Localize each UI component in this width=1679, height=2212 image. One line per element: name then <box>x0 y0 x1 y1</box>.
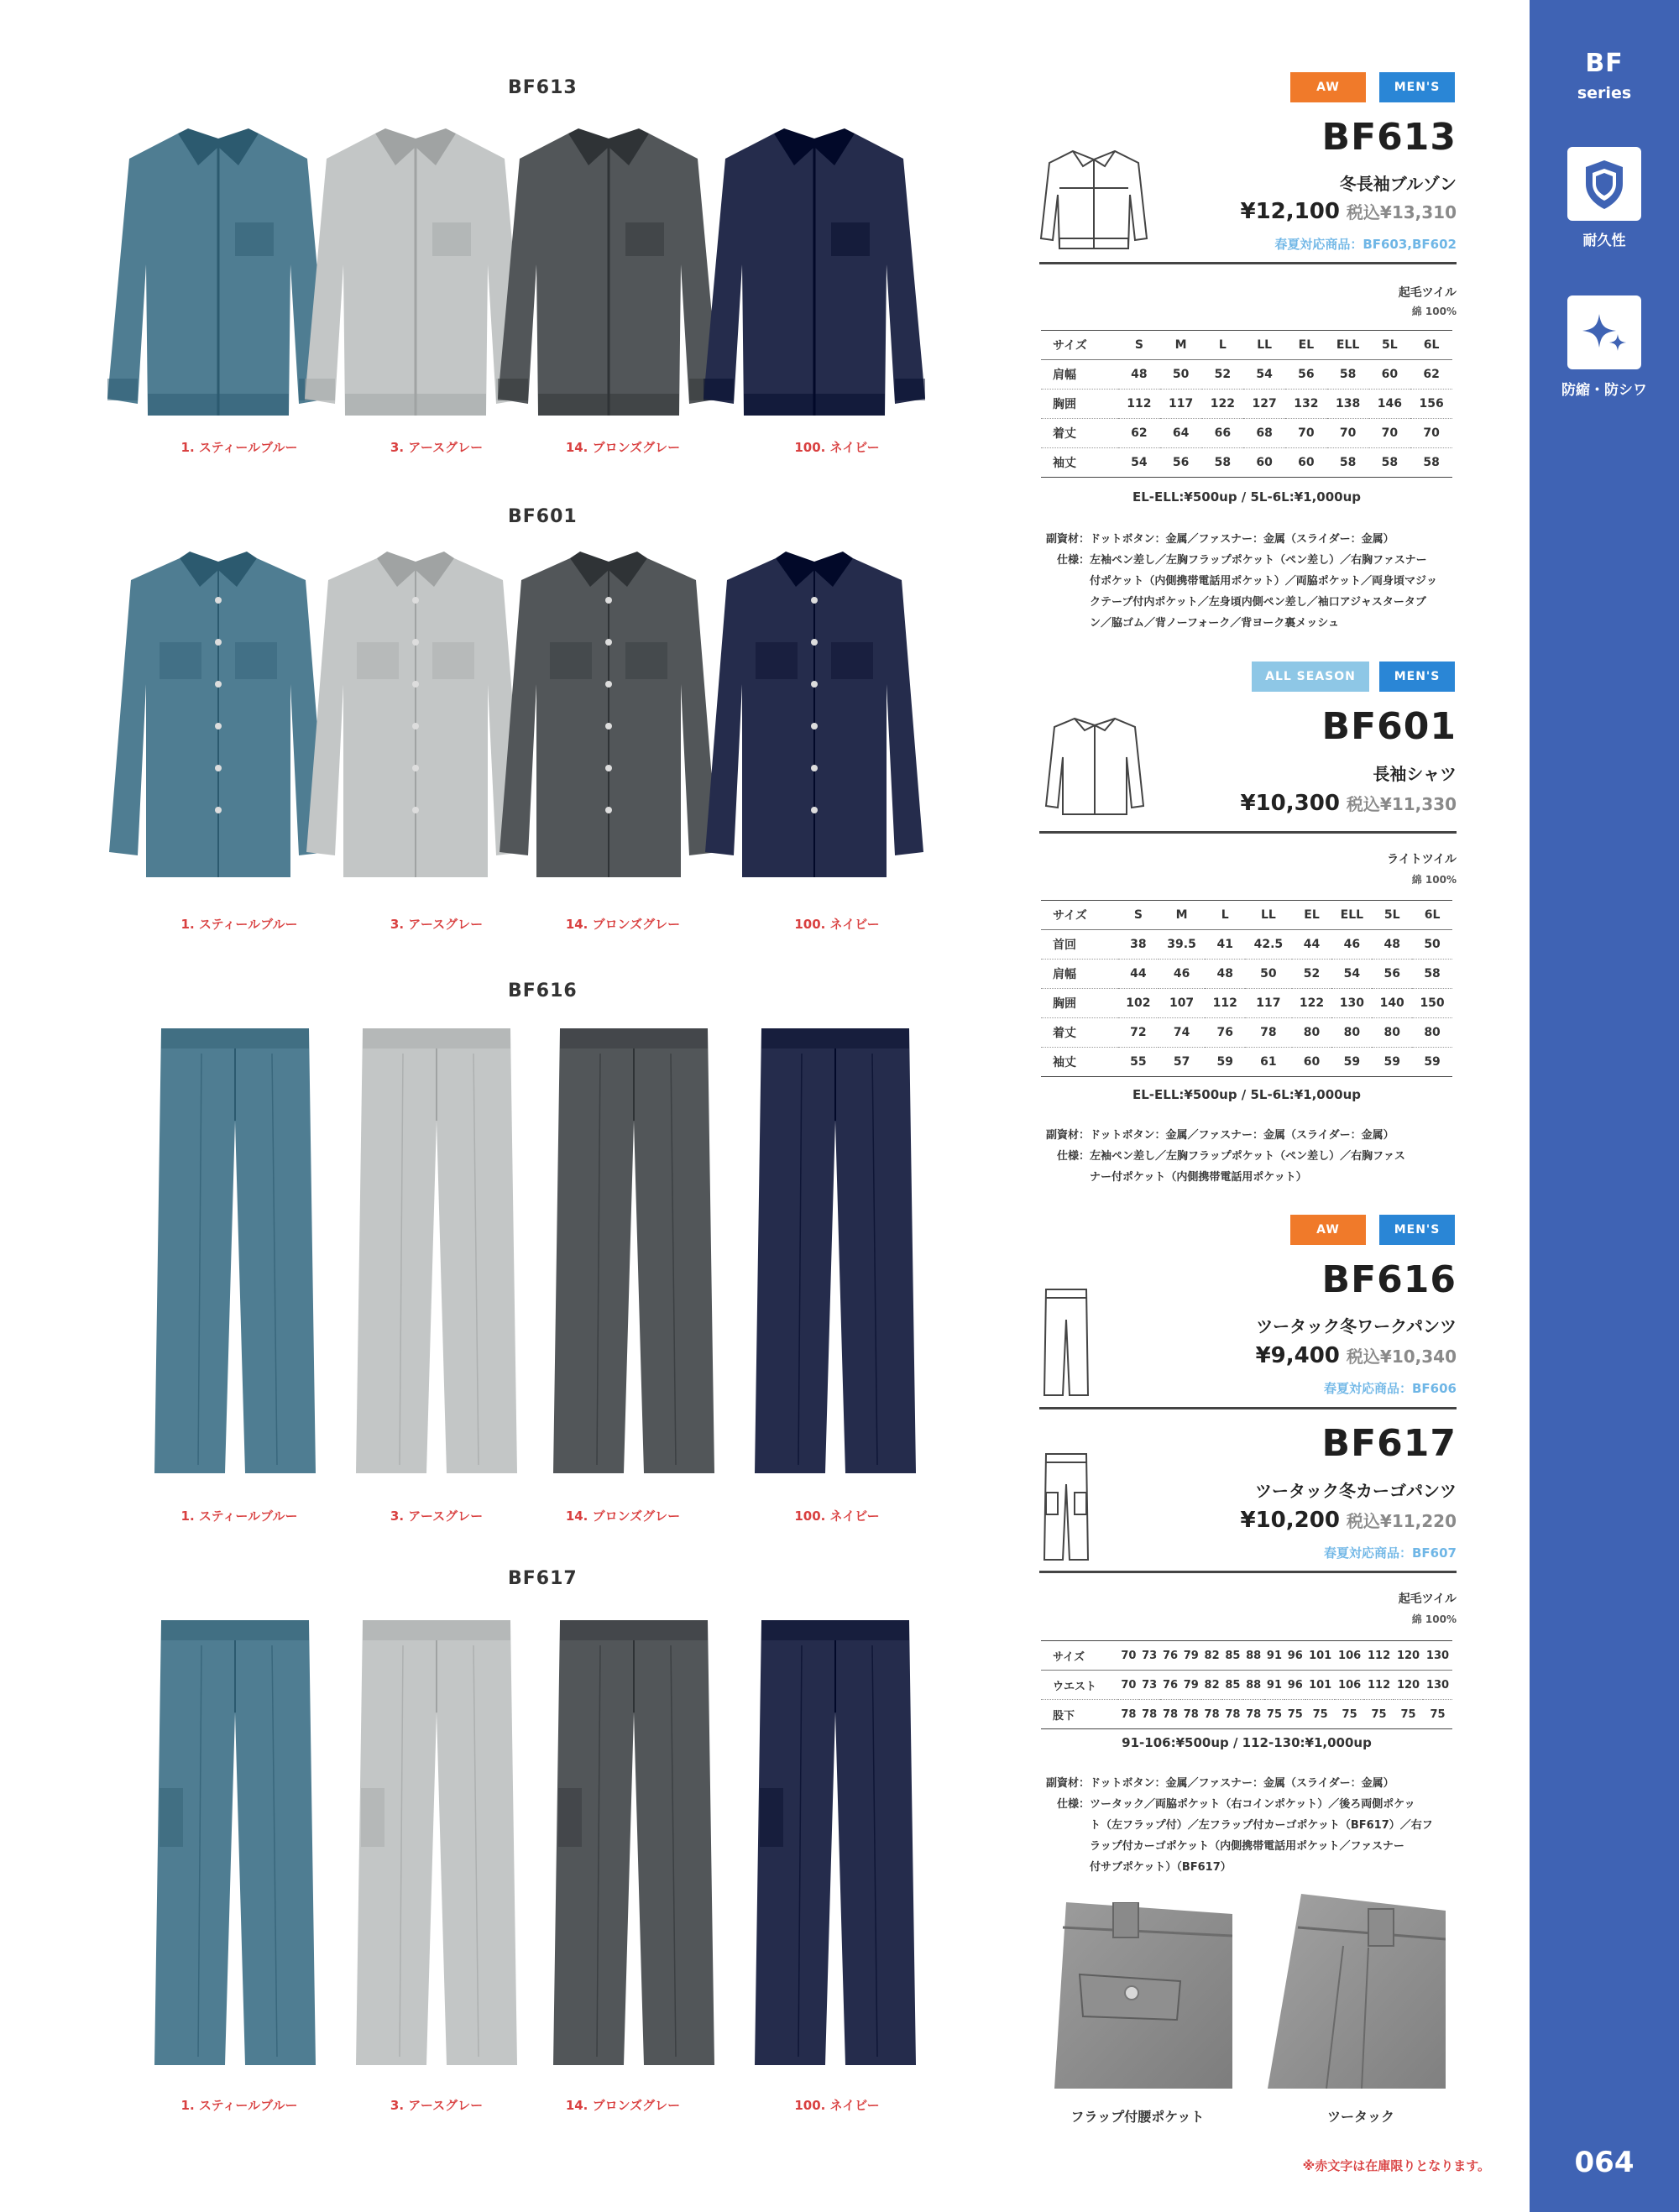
badge-aw: AW <box>1290 72 1366 102</box>
size-cell: 96 <box>1284 1671 1305 1700</box>
size-cell: 6L <box>1410 331 1452 360</box>
size-cell: 56 <box>1372 960 1412 989</box>
size-cell: 60 <box>1292 1048 1332 1077</box>
bf601-specs <box>1038 1125 1457 1188</box>
size-cell: 130 <box>1423 1641 1452 1671</box>
size-row <box>1041 1018 1452 1048</box>
size-cell: 73 <box>1139 1671 1160 1700</box>
size-row-label: 着丈 <box>1041 419 1118 448</box>
size-cell: 96 <box>1284 1641 1305 1671</box>
spec-value: ドットボタン：金属／ファスナー：金属（スライダー：金属） <box>1090 1129 1394 1142</box>
bf613-code: BF613 <box>1321 116 1457 159</box>
size-cell: 150 <box>1412 989 1452 1018</box>
size-cell: 58 <box>1412 960 1452 989</box>
stock-footnote: ※赤文字は在庫限りとなります。 <box>1302 2158 1490 2173</box>
color-label-bronze-gray: 14. ブロンズグレー <box>565 440 681 455</box>
size-cell: 80 <box>1331 1018 1372 1048</box>
size-cell: 78 <box>1118 1700 1139 1729</box>
size-cell: 91 <box>1264 1671 1285 1700</box>
spec-line <box>1038 613 1457 634</box>
spec-value: ン／脇ゴム／背ノーフォーク／背ヨーク裏メッシュ <box>1090 617 1340 630</box>
section-title-bf601: BF601 <box>508 506 578 527</box>
badge-all-season: ALL SEASON <box>1252 662 1369 692</box>
section-title-bf613: BF613 <box>508 77 578 98</box>
bf617-upcharge: 91-106:¥500up / 112-130:¥1,000up <box>1122 1735 1372 1750</box>
size-row <box>1041 930 1452 960</box>
bf617-divider <box>1039 1571 1457 1573</box>
size-cell: S <box>1118 901 1159 930</box>
color-label-steel-blue: 1. スティールブルー <box>180 1509 298 1524</box>
size-cell: 75 <box>1394 1700 1423 1729</box>
anti-wrinkle-label: 防縮・防シワ <box>1561 382 1647 399</box>
bf601-size-table <box>1041 900 1452 1077</box>
bf616-divider <box>1039 1407 1457 1409</box>
color-label-navy: 100. ネイビー <box>794 440 880 455</box>
size-cell: 80 <box>1412 1018 1452 1048</box>
size-cell: 75 <box>1335 1700 1364 1729</box>
bf613-size-table <box>1041 330 1452 478</box>
section-title-bf617: BF617 <box>508 1568 578 1589</box>
size-cell: 75 <box>1284 1700 1305 1729</box>
bf601-price-value: ¥10,300 <box>1240 791 1340 816</box>
size-cell: 132 <box>1285 390 1327 419</box>
badge-mens: MEN'S <box>1379 662 1455 692</box>
size-row <box>1041 1700 1452 1729</box>
bf601-fabric-sub: 綿 100% <box>1411 874 1457 886</box>
bf613-bronze-gray-photo <box>491 122 726 436</box>
size-cell: 122 <box>1202 390 1244 419</box>
size-cell: 74 <box>1159 1018 1205 1048</box>
spec-line <box>1038 1167 1457 1188</box>
bf617-steel-blue-photo <box>151 1620 319 2077</box>
spec-line <box>1038 592 1457 613</box>
color-label-earth-gray: 3. アースグレー <box>390 917 484 932</box>
size-row-label: 着丈 <box>1041 1018 1118 1048</box>
two-tuck-caption: ツータック <box>1326 2109 1394 2125</box>
bf616-bronze-gray-photo <box>550 1028 718 1485</box>
sparkle-icon <box>1567 295 1641 369</box>
size-cell: 48 <box>1205 960 1245 989</box>
shield-icon <box>1567 147 1641 221</box>
bf613-specs <box>1038 529 1457 634</box>
spec-key <box>1038 1815 1090 1836</box>
bf617-fabric: 起毛ツイル <box>1398 1592 1457 1606</box>
bf601-divider <box>1039 831 1457 834</box>
size-row-label: 袖丈 <box>1041 448 1118 478</box>
size-cell: 57 <box>1159 1048 1205 1077</box>
bf616-steel-blue-photo <box>151 1028 319 1485</box>
bf616-price-tax: 税込¥10,340 <box>1346 1347 1457 1367</box>
spec-value: 付ポケット（内側携帯電話用ポケット）／両脇ポケット／両身頃マジッ <box>1090 575 1438 588</box>
size-row <box>1041 360 1452 390</box>
size-cell: 38 <box>1118 930 1159 960</box>
size-cell: 60 <box>1369 360 1411 390</box>
spec-line <box>1038 1836 1457 1857</box>
size-cell: 68 <box>1243 419 1285 448</box>
size-row-label: サイズ <box>1041 1641 1118 1671</box>
bf601-bronze-gray-photo <box>491 550 726 889</box>
size-row <box>1041 989 1452 1018</box>
size-cell: LL <box>1245 901 1291 930</box>
color-label-bronze-gray: 14. ブロンズグレー <box>565 2098 681 2113</box>
badge-aw: AW <box>1290 1215 1366 1245</box>
color-label-steel-blue: 1. スティールブルー <box>180 440 298 455</box>
size-cell: 117 <box>1245 989 1291 1018</box>
size-cell: 58 <box>1369 448 1411 478</box>
size-cell: 75 <box>1305 1700 1335 1729</box>
spec-value: クテープ付内ポケット／左身頃内側ペン差し／袖口アジャスタータブ <box>1090 596 1426 609</box>
size-cell: 66 <box>1202 419 1244 448</box>
size-cell: 59 <box>1372 1048 1412 1077</box>
spec-key: 仕様： <box>1056 1150 1090 1163</box>
size-cell: 80 <box>1292 1018 1332 1048</box>
color-label-earth-gray: 3. アースグレー <box>390 2098 484 2113</box>
bf616-earth-gray-photo <box>353 1028 520 1485</box>
size-cell: 73 <box>1139 1641 1160 1671</box>
size-cell: 78 <box>1160 1700 1181 1729</box>
size-cell: 117 <box>1160 390 1202 419</box>
bf613-upcharge: EL-ELL:¥500up / 5L-6L:¥1,000up <box>1132 489 1361 505</box>
size-cell: 101 <box>1305 1671 1335 1700</box>
size-row-label: 胸囲 <box>1041 989 1118 1018</box>
bf617-size-table <box>1041 1640 1452 1729</box>
size-cell: 76 <box>1160 1641 1181 1671</box>
size-cell: 146 <box>1369 390 1411 419</box>
size-cell: S <box>1118 331 1160 360</box>
bf617-code: BF617 <box>1321 1422 1457 1465</box>
size-cell: 130 <box>1423 1671 1452 1700</box>
color-label-earth-gray: 3. アースグレー <box>390 440 484 455</box>
size-cell: 48 <box>1372 930 1412 960</box>
color-label-steel-blue: 1. スティールブルー <box>180 2098 298 2113</box>
bf601-price <box>986 791 1457 816</box>
size-cell: 127 <box>1243 390 1285 419</box>
spec-line <box>1038 1125 1457 1146</box>
size-row <box>1041 448 1452 478</box>
size-cell: 82 <box>1201 1671 1222 1700</box>
spec-key: 副資材： <box>1045 1777 1090 1790</box>
size-cell: LL <box>1243 331 1285 360</box>
size-cell: 48 <box>1118 360 1160 390</box>
spec-line <box>1038 1815 1457 1836</box>
size-cell: EL <box>1292 901 1332 930</box>
size-row-label: 胸囲 <box>1041 390 1118 419</box>
spec-line <box>1038 1794 1457 1815</box>
bf601-navy-photo <box>697 550 932 889</box>
size-cell: 156 <box>1410 390 1452 419</box>
size-cell: 56 <box>1160 448 1202 478</box>
size-cell: 107 <box>1159 989 1205 1018</box>
spec-value: 付サブポケット）（BF617） <box>1090 1861 1232 1874</box>
color-label-bronze-gray: 14. ブロンズグレー <box>565 917 681 932</box>
size-cell: 88 <box>1243 1671 1264 1700</box>
spec-key <box>1038 571 1090 592</box>
bf613-price <box>986 199 1457 224</box>
size-cell: 80 <box>1372 1018 1412 1048</box>
size-cell: 42.5 <box>1245 930 1291 960</box>
size-cell: M <box>1159 901 1205 930</box>
color-label-navy: 100. ネイビー <box>794 1509 880 1524</box>
size-cell: 78 <box>1245 1018 1291 1048</box>
bf617-fabric-sub: 綿 100% <box>1411 1613 1457 1625</box>
size-cell: 39.5 <box>1159 930 1205 960</box>
size-cell: 59 <box>1205 1048 1245 1077</box>
size-cell: 79 <box>1180 1671 1201 1700</box>
bf617-bronze-gray-photo <box>550 1620 718 2077</box>
spec-value: 左袖ペン差し／左胸フラップポケット（ペン差し）／右胸ファスナー <box>1090 554 1427 567</box>
spec-value: ナー付ポケット（内側携帯電話用ポケット） <box>1090 1171 1307 1184</box>
size-cell: 52 <box>1292 960 1332 989</box>
size-cell: 62 <box>1410 360 1452 390</box>
size-cell: 54 <box>1243 360 1285 390</box>
size-cell: 64 <box>1160 419 1202 448</box>
size-cell: 70 <box>1285 419 1327 448</box>
size-cell: 120 <box>1394 1641 1423 1671</box>
size-cell: L <box>1205 901 1245 930</box>
size-cell: 50 <box>1412 930 1452 960</box>
size-cell: 58 <box>1327 360 1369 390</box>
size-row-label: サイズ <box>1041 901 1118 930</box>
size-row-label: 肩幅 <box>1041 960 1118 989</box>
bf613-fabric: 起毛ツイル <box>1398 286 1457 300</box>
bf617-price-value: ¥10,200 <box>1240 1508 1340 1533</box>
size-cell: EL <box>1285 331 1327 360</box>
size-cell: 72 <box>1118 1018 1159 1048</box>
spec-key <box>1038 1836 1090 1857</box>
size-cell: L <box>1202 331 1244 360</box>
size-cell: 44 <box>1118 960 1159 989</box>
bf617-name: ツータック冬カーゴパンツ <box>1255 1481 1457 1501</box>
size-cell: 70 <box>1118 1641 1139 1671</box>
color-label-navy: 100. ネイビー <box>794 917 880 932</box>
spec-key <box>1038 592 1090 613</box>
spec-key: 仕様： <box>1056 1798 1090 1811</box>
size-cell: 62 <box>1118 419 1160 448</box>
flap-pocket-detail-photo <box>1054 1902 1232 2089</box>
size-cell: 75 <box>1364 1700 1394 1729</box>
color-label-navy: 100. ネイビー <box>794 2098 880 2113</box>
size-row-label: 肩幅 <box>1041 360 1118 390</box>
spec-value: ト（左フラップ付）／左フラップ付カーゴポケット（BF617）／右フ <box>1090 1819 1433 1832</box>
spec-key: 副資材： <box>1045 533 1090 546</box>
badge-mens: MEN'S <box>1379 72 1455 102</box>
size-row-label: 袖丈 <box>1041 1048 1118 1077</box>
size-row <box>1041 390 1452 419</box>
spec-value: ドットボタン：金属／ファスナー：金属（スライダー：金属） <box>1090 533 1394 546</box>
size-cell: 140 <box>1372 989 1412 1018</box>
badge-mens: MEN'S <box>1379 1215 1455 1245</box>
size-cell: 120 <box>1394 1671 1423 1700</box>
bf616-price <box>986 1343 1457 1368</box>
bf617-sister: 春夏対応商品：BF607 <box>1324 1545 1457 1561</box>
size-cell: 102 <box>1118 989 1159 1018</box>
spec-value: 左袖ペン差し／左胸フラップポケット（ペン差し）／右胸ファス <box>1090 1150 1405 1163</box>
size-cell: 54 <box>1331 960 1372 989</box>
anti-wrinkle-badge <box>1567 295 1641 369</box>
size-cell: ELL <box>1327 331 1369 360</box>
size-cell: 101 <box>1305 1641 1335 1671</box>
spec-line <box>1038 550 1457 571</box>
spec-value: ツータック／両脇ポケット（右コインポケット）／後ろ両側ポケッ <box>1090 1798 1415 1811</box>
size-cell: 112 <box>1118 390 1160 419</box>
size-cell: 58 <box>1327 448 1369 478</box>
size-header-row <box>1041 331 1452 360</box>
bf601-name: 長袖シャツ <box>1373 764 1457 784</box>
bf601-price-tax: 税込¥11,330 <box>1346 794 1457 814</box>
series-name: BF <box>1585 49 1624 78</box>
size-header-row <box>1041 1641 1452 1671</box>
size-row-label: ウエスト <box>1041 1671 1118 1700</box>
size-row-label: 股下 <box>1041 1700 1118 1729</box>
size-cell: 78 <box>1243 1700 1264 1729</box>
size-cell: 112 <box>1364 1641 1394 1671</box>
size-cell: ELL <box>1331 901 1372 930</box>
size-cell: 50 <box>1160 360 1202 390</box>
series-sidebar <box>1530 0 1679 2212</box>
size-cell: 78 <box>1139 1700 1160 1729</box>
size-cell: 50 <box>1245 960 1291 989</box>
size-cell: 58 <box>1202 448 1244 478</box>
bf601-code: BF601 <box>1321 705 1457 748</box>
size-cell: 76 <box>1160 1671 1181 1700</box>
size-cell: 54 <box>1118 448 1160 478</box>
section-title-bf616: BF616 <box>508 980 578 1001</box>
size-cell: 56 <box>1285 360 1327 390</box>
size-cell: 75 <box>1264 1700 1285 1729</box>
bf613-name: 冬長袖ブルゾン <box>1339 174 1457 194</box>
bf616-navy-photo <box>751 1028 919 1485</box>
bf601-fabric: ライトツイル <box>1387 853 1457 866</box>
bf613-fabric-sub: 綿 100% <box>1411 306 1457 317</box>
spec-line <box>1038 571 1457 592</box>
size-cell: 70 <box>1327 419 1369 448</box>
bf616-code: BF616 <box>1321 1258 1457 1301</box>
size-cell: 78 <box>1180 1700 1201 1729</box>
spec-value: ラップ付カーゴポケット（内側携帯電話用ポケット／ファスナー <box>1090 1840 1404 1853</box>
size-cell: 138 <box>1327 390 1369 419</box>
bf613-price-value: ¥12,100 <box>1240 199 1340 224</box>
bf613-navy-photo <box>697 122 932 436</box>
size-cell: 46 <box>1331 930 1372 960</box>
size-cell: 79 <box>1180 1641 1201 1671</box>
size-cell: 112 <box>1205 989 1245 1018</box>
two-tuck-detail-photo <box>1268 1894 1446 2089</box>
size-cell: 61 <box>1245 1048 1291 1077</box>
size-cell: 106 <box>1335 1641 1364 1671</box>
size-cell: 88 <box>1243 1641 1264 1671</box>
spec-key: 仕様： <box>1056 554 1090 567</box>
size-cell: 122 <box>1292 989 1332 1018</box>
durability-badge <box>1567 147 1641 221</box>
size-cell: 75 <box>1423 1700 1452 1729</box>
size-cell: 5L <box>1369 331 1411 360</box>
color-label-bronze-gray: 14. ブロンズグレー <box>565 1509 681 1524</box>
size-cell: 78 <box>1201 1700 1222 1729</box>
size-cell: 59 <box>1331 1048 1372 1077</box>
size-cell: 76 <box>1205 1018 1245 1048</box>
spec-key <box>1038 613 1090 634</box>
size-row <box>1041 960 1452 989</box>
bf617-price-tax: 税込¥11,220 <box>1346 1511 1457 1531</box>
bf613-sister: 春夏対応商品：BF603,BF602 <box>1274 237 1457 252</box>
size-row <box>1041 1048 1452 1077</box>
series-suffix: series <box>1577 84 1632 102</box>
size-cell: 130 <box>1331 989 1372 1018</box>
size-cell: 44 <box>1292 930 1332 960</box>
size-header-row <box>1041 901 1452 930</box>
size-row-label: 首回 <box>1041 930 1118 960</box>
bf617-price <box>986 1508 1457 1533</box>
spec-value: ドットボタン：金属／ファスナー：金属（スライダー：金属） <box>1090 1777 1394 1790</box>
size-cell: 85 <box>1222 1641 1243 1671</box>
size-cell: 58 <box>1410 448 1452 478</box>
bf616-price-value: ¥9,400 <box>1255 1343 1340 1368</box>
size-cell: 112 <box>1364 1671 1394 1700</box>
page-number: 064 <box>1574 2146 1635 2179</box>
size-row <box>1041 1671 1452 1700</box>
size-cell: 60 <box>1243 448 1285 478</box>
size-cell: 85 <box>1222 1671 1243 1700</box>
size-cell: 91 <box>1264 1641 1285 1671</box>
size-cell: 6L <box>1412 901 1452 930</box>
size-cell: 106 <box>1335 1671 1364 1700</box>
bf617-navy-photo <box>751 1620 919 2077</box>
spec-key: 副資材： <box>1045 1129 1090 1142</box>
bf617-specs <box>1038 1773 1457 1878</box>
spec-line <box>1038 1773 1457 1794</box>
size-row-label: サイズ <box>1041 331 1118 360</box>
size-cell: 70 <box>1369 419 1411 448</box>
size-cell: 70 <box>1118 1671 1139 1700</box>
flap-pocket-caption: フラップ付腰ポケット <box>1070 2109 1205 2125</box>
spec-line <box>1038 1857 1457 1878</box>
size-cell: 41 <box>1205 930 1245 960</box>
spec-line <box>1038 529 1457 550</box>
size-cell: 52 <box>1202 360 1244 390</box>
size-cell: 82 <box>1201 1641 1222 1671</box>
bf616-sister: 春夏対応商品：BF606 <box>1324 1381 1457 1396</box>
size-cell: 78 <box>1222 1700 1243 1729</box>
bf613-divider <box>1039 262 1457 264</box>
size-cell: 46 <box>1159 960 1205 989</box>
size-cell: 59 <box>1412 1048 1452 1077</box>
size-cell: 55 <box>1118 1048 1159 1077</box>
size-cell: M <box>1160 331 1202 360</box>
bf613-price-tax: 税込¥13,310 <box>1346 202 1457 222</box>
size-row <box>1041 419 1452 448</box>
spec-key <box>1038 1167 1090 1188</box>
durability-label: 耐久性 <box>1582 233 1626 249</box>
bf601-upcharge: EL-ELL:¥500up / 5L-6L:¥1,000up <box>1132 1087 1361 1102</box>
color-label-steel-blue: 1. スティールブルー <box>180 917 298 932</box>
size-cell: 60 <box>1285 448 1327 478</box>
size-cell: 5L <box>1372 901 1412 930</box>
spec-line <box>1038 1146 1457 1167</box>
color-label-earth-gray: 3. アースグレー <box>390 1509 484 1524</box>
spec-key <box>1038 1857 1090 1878</box>
size-cell: 70 <box>1410 419 1452 448</box>
bf616-name: ツータック冬ワークパンツ <box>1256 1316 1457 1336</box>
bf617-earth-gray-photo <box>353 1620 520 2077</box>
